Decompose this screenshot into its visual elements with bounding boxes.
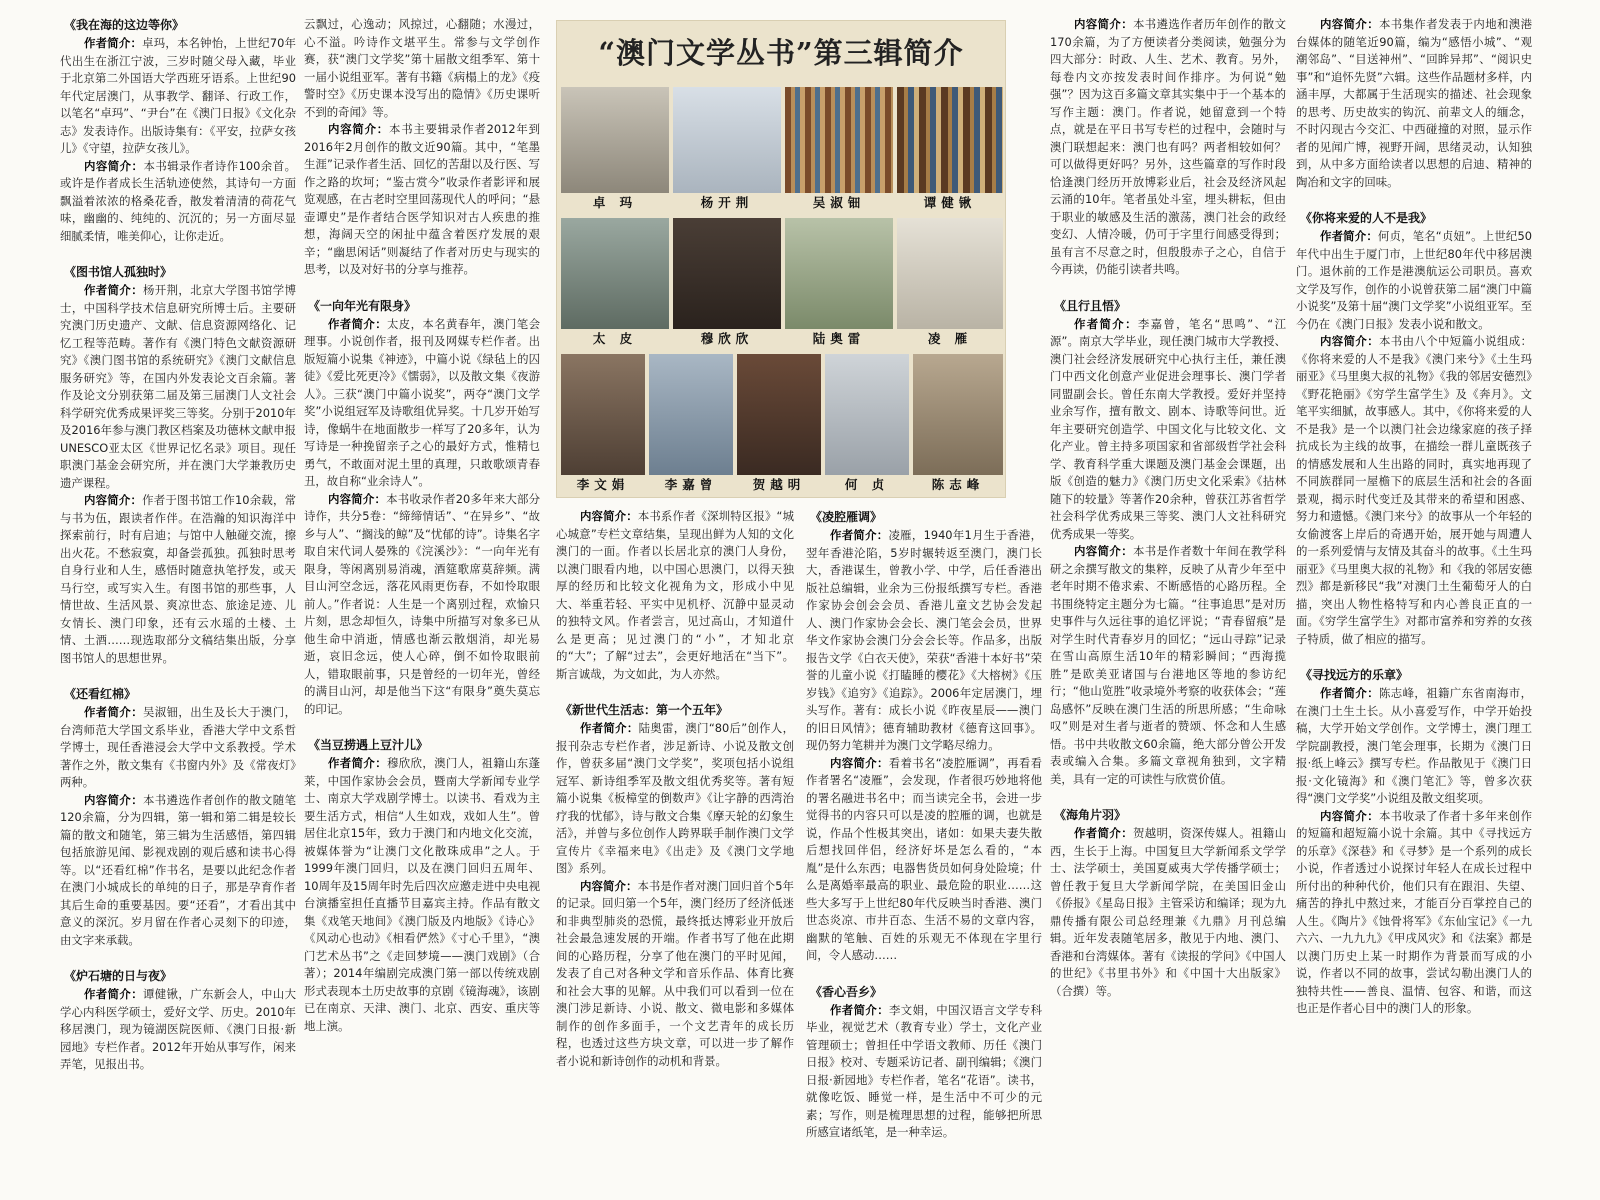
column-4 [806, 508, 1042, 1184]
book-title: 《你将来爱的人不是我》 [1300, 211, 1433, 225]
book-title: 《新世代生活志：第一个五年》 [560, 703, 729, 717]
author-intro: 凌雁，1940年1月生于香港，翌年香港沦陷，5岁时辗转返至澳门，澳门长大，香港谋生，曾教小学、中学，后任香港出版社总编辑，业余为三份报纸撰写专栏。香港作家协会创会会员、香港儿童文艺协会发起人、澳门作家协会会长、澳门笔会会员，世界华文作家协会澳门分会会长等。作品多，出版报告文学《白衣天使》，荣获“香港十本好书”荣誉的儿童小说《打瞌睡的樱花》《大榕树》《压岁钱》《追穷》《追踪》。2006年定居澳门，埋头写作。著有：成长小说《昨夜星辰——澳门的旧日风情》；德育辅助教材《德育这回事》。现仍努力笔耕并为澳门文学略尽绵力。 [806, 528, 1042, 752]
book-entry: 《当豆捞遇上豆汁儿》 作者简介：穆欣欣，澳门人，祖籍山东蓬莱，中国作家协会会员，暨南大学新闻专业学士、南京大学戏剧学博士。以读书、看戏为主要生活方式，相信“人生如戏，戏如人生”。曾居住北京15年，致力于澳门和内地文化交流，被媒体誉为“让澳门文化散珠成串”之人。于1999年澳门回归，以及在澳门回归五周年、10周年及15周年时先后四次应邀走进中央电视台演播室担任直播节目嘉宾主持。作品有散文集《戏笔天地间》《澳门版及内地版》《诗心》《风动心也动》《相看俨然》《寸心千里》，“澳门艺术丛书”之《走回梦境——澳门戏剧》（合著）；2014年编剧完成澳门第一部以传统戏剧形式表现本土历史故事的京剧《镜海魂》，该剧已在南京、天津、澳门、北京、西安、重庆等地上演。 [304, 738, 540, 1033]
author-photo [785, 87, 893, 212]
portrait-image [737, 354, 821, 475]
author-photo [825, 354, 909, 494]
author-intro: 吴淑钿，出生及长大于澳门，台湾师范大学国文系毕业，香港大学中文系哲学博士，现任香港浸会大学中文系教授。学术著作之外，散文集有《书窗内外》及《常夜灯》两种。 [60, 705, 296, 789]
author-intro: 李文娟，中国汉语言文学专科毕业，视觉艺术（教育专业）学士，文化产业管理硕士；曾担任中学语文教师、历任《澳门日报》校对、专题采访记者、副刊编辑；《澳门日报·新园地》专栏作者，笔名“花语”。读书，就像吃饭、睡觉一样，是生活中不可少的元素；写作，则是梳理思想的过程，能够把所思所感宣诸纸笔，是一种幸运。 [806, 1002, 1042, 1139]
content-intro: 本书辑录作者诗作100余首。或许是作者成长生活轨迹使然，其诗句一方面飘溢着浓浓的格桑花香，散发着清清的荷花气味，幽幽的、纯纯的、沉沉的；另一方面尽显细腻柔情，唯美仰心，让你走近。 [60, 158, 296, 243]
author-name: 凌 雁 [927, 331, 973, 346]
content-intro: 本书收录作者20多年来大部分诗作，共分5卷：“缔缔情话”、“在异乡”、“故乡与人”、“搁浅的鲸”及“忧郁的诗”。诗集名字取自宋代词人晏殊的《浣溪沙》：“一向年光有限身，等闲离别易消魂，酒筵歌席莫辞频。满目山河空念远，落花风雨更伤春，不如怜取眼前人。”作者说：人生是一个离别过程，欢愉只片刻，思念却恒久，诗集中所描写对象多已从他生命中消逝，情感也渐云散烟消，却光易逝，哀旧念远，使人心碎，倒不如怜取眼前人，错取眼前事，只是曾经的一切年光，曾经的满目山河，却是他当下这“有限身”奠失莫忘的印记。 [304, 491, 540, 716]
portrait-image [561, 218, 669, 329]
book-entry-continued: 内容简介：本书遴选作者历年创作的散文170余篇，为了方便读者分类阅读，勉强分为四大部分：时政、人生、艺术、教育。另外，每卷内文亦按发表时间作排序。为何说“勉强”？因为这百多篇文章其实集中于一个基本的写作主题：澳门。作者说，她留意到一个特点，就是在平日书写专栏的过程中，会随时与澳门联想起来：澳门也有吗？两者相较如何？可以做得更好吗？另外，这些篇章的写作时段恰逢澳门经历开放博彩业后，社会及经济风起云涌的10年。笔者虽处斗室，埋头耕耘，但由于职业的敏感及生活的激荡，澳门社会的政经变幻、人情冷暖，仍可于字里行间感受得到；虽有言不尽意之时，但殷殷赤子之心，自信于今再读，仍能引读者共鸣。 [1050, 17, 1286, 276]
author-intro: 太皮，本名黄春年，澳门笔会理事。小说创作者，报刊及网媒专栏作者。出版短篇小说集《神迹》，中篇小说《绿毡上的囚徒》《爱比死更冷》《懦弱》，以及散文集《夜游人》。三获“澳门中篇小说奖”，两夺“澳门文学奖”小说组冠军及诗歌组优异奖。十几岁开始写诗，像蜗牛在地面散步一样写了20多年，认为写诗是一种挽留亲子之心的最好方式，惟精乜勇气，不敢面对泥土里的真理，只敢歌颂青春丑，故自称“业余诗人”。 [304, 316, 540, 488]
author-name: 杨开荆 [700, 195, 754, 210]
portrait-image [825, 354, 909, 475]
book-entry: 《凌腔雁调》 作者简介：凌雁，1940年1月生于香港，翌年香港沦陷，5岁时辗转返至澳门，澳门长大，香港谋生，曾教小学、中学，后任香港出版社总编辑，业余为三份报纸撰写专栏。香港作家协会创会会员、香港儿童文艺协会发起人、澳门作家协会会长、澳门笔会会员，世界华文作家协会澳门分会会长等。作品多，出版报告文学《白衣天使》，荣获“香港十本好书”荣誉的儿童小说《打瞌睡的樱花》《大榕树》《压岁钱》《追穷》《追踪》。2006年定居澳门，埋头写作。著有：成长小说《昨夜星辰——澳门的旧日风情》；德育辅助教材《德育这回事》。现仍努力笔耕并为澳门文学略尽绵力。 内容简介：看着书名“凌腔雁调”，再看看作者署名“凌雁”，会发现，作者很巧妙地将他的署名融进书名中；而当读完全书，会进一步觉得书的内容只可以是凌的腔雁的调，也就是说，作品个性极其突出，诸如：如果夫妻失散后想找回伴侣，经济好坏是怎么看的，“本胤”是什么东西；电器售货员如何身处险境；什么是离婚率最高的职业、最危险的职业……这些大多写于上世纪80年代反映当时香港、澳门世态炎凉、市井百态、生活不易的文章内容，幽默的笔触、百姓的乐观无不体现在字里行间，令人感动…… [806, 510, 1042, 962]
author-intro: 陈志峰，祖籍广东省南海市，在澳门土生土长。从小喜爱写作，中学开始投稿，大学开始文学创作。文学博士，澳门理工学院副教授，澳门笔会理事，长期为《澳门日报·纸上峰云》撰写专栏。作品散见于《澳门日报·文化镜海》和《澳门笔汇》等，曾多次获得“澳门文学奖”小说组及散文组奖项。 [1296, 686, 1532, 805]
author-intro: 李嘉曾，笔名“思鸣”、“江源”。南京大学毕业，现任澳门城市大学教授、澳门社会经济发展研究中心执行主任，兼任澳门中西文化创意产业促进会理事长、澳门学者同盟副会长。曾任东南大学教授。爱好并坚持业余写作，擅有散文、剧本、诗歌等问世。近年主要研究创造学、中国文化与比较文化、文化产业。曾主持多项国家和省部级哲学社会科学、教育科学重大课题及澳门基金会课题，出版《创造的魅力》《澳门历史文化采索》《拈林随下的较量》等著作20余种，曾获江苏省哲学社会科学优秀成果三等奖、澳门人文社科研究优秀成果一等奖。 [1050, 316, 1286, 541]
book-title: 《香心吾乡》 [810, 984, 883, 999]
book-title: 《一向年光有限身》 [308, 298, 417, 313]
book-entry: 《寻找远方的乐章》 作者简介：陈志峰，祖籍广东省南海市，在澳门土生土长。从小喜爱写作，中学开始投稿，大学开始文学创作。文学博士，澳门理工学院副教授，澳门笔会理事，长期为《澳门日报·纸上峰云》撰写专栏。作品散见于《澳门日报·文化镜海》和《澳门笔汇》等，曾多次获得“澳门文学奖”小说组及散文组奖项。 内容简介：本书收录了作者十多年来创作的短篇和超短篇小说十余篇。其中《寻找远方的乐章》《深巷》和《寻梦》是一个系列的成长小说，作者透过小说探讨年轻人在成长过程中所付出的种种代价，他们只有在跟泪、失望、痛苦的挣扎中熬过来，才能百分百掌控自己的人生。《陶片》《蚀骨将军》《东仙宝记》《一九六六、一九九九》《甲戌风灾》和《法案》都是以澳门历史上某一时期作为背景而写成的小说，作者以不同的故事，尝试勾勒出澳门人的独特共性——善良、温情、包容、和谐，而这也正是作者心目中的澳门人的形象。 [1296, 668, 1532, 1015]
content-intro: 本书集作者发表于内地和澳港台媒体的随笔近90篇，编为“感悟小城”、“观潮邻岛”、“目送神州”、“回眸异邦”、“阅识史事”和“追怀先贤”六辑。这些作品题材多样，内涵丰厚，大都属于生活现实的描述、社会现象的思考、历史故实的钩沉、前辈文人的缅念，不时闪现古今交汇、中西碰撞的对照，显示作者的见闻广博，视野开阔，思绪灵动，认知独到，从中多方面给读者以思想的启迪、精神的陶冶和文字的回味。 [1296, 17, 1532, 189]
author-name: 李文娟 [576, 477, 630, 492]
column-1 [60, 16, 296, 1184]
book-title: 《寻找远方的乐章》 [1300, 668, 1409, 682]
portrait-image [673, 218, 781, 329]
book-entry: 《且行且悟》 作者简介：李嘉曾，笔名“思鸣”、“江源”。南京大学毕业，现任澳门城市大学教授、澳门社会经济发展研究中心执行主任，兼任澳门中西文化创意产业促进会理事长、澳门学者同盟副会长。曾任东南大学教授。爱好并坚持业余写作，擅有散文、剧本、诗歌等问世。近年主要研究创造学、中国文化与比较文化、文化产业。曾主持多项国家和省部级哲学社会科学、教育科学重大课题及澳门基金会课题，出版《创造的魅力》《澳门历史文化采索》《拈林随下的较量》等著作20余种，曾获江苏省哲学社会科学优秀成果三等奖、澳门人文社科研究优秀成果一等奖。 内容简介：本书是作者数十年间在教学科研之余撰写散文的集粹，反映了从青少年至中老年时期不倦求索、不断感悟的心路历程。全书围绕特定主题分为七篇。“往事追思”是对历史事件与久远往事的追忆评说；“青春留痕”是对学生时代青春岁月的回忆；“远山寻踪”记录在雪山高原生活10年的精彩瞬间；“西海揽胜”是欧美亚诸国与台港地区等地的参访纪行；“他山览胜”收录境外考察的收获体会；“莲岛感怀”反映在澳门生活的所思所感；“生命咏叹”则是对生者与逝者的赞颂、怀念和人生感悟。书中共收散文60余篇，绝大部分曾公开发表或编入合集。多篇文章视角独到，文字精美，具有一定的可读性与欣赏价值。 [1050, 298, 1286, 786]
portrait-image [561, 354, 645, 475]
book-entry: 《一向年光有限身》 作者简介：太皮，本名黄春年，澳门笔会理事。小说创作者，报刊及网媒专栏作者。出版短篇小说集《神迹》，中篇小说《绿毡上的囚徒》《爱比死更冷》《懦弱》，以及散文集《夜游人》。三获“澳门中篇小说奖”，两夺“澳门文学奖”小说组冠军及诗歌组优异奖。十几岁开始写诗，像蜗牛在地面散步一样写了20多年，认为写诗是一种挽留亲子之心的最好方式，惟精乜勇气，不敢面对泥土里的真理，只敢歌颂青春丑，故自称“业余诗人”。 内容简介：本书收录作者20多年来大部分诗作，共分5卷：“缔缔情话”、“在异乡”、“故乡与人”、“搁浅的鲸”及“忧郁的诗”。诗集名字取自宋代词人晏殊的《浣溪沙》：“一向年光有限身，等闲离别易消魂，酒筵歌席莫辞频。满目山河空念远，落花风雨更伤春，不如怜取眼前人。”作者说：人生是一个离别过程，欢愉只片刻，思念却恒久，诗集中所描写对象多已从他生命中消逝，情感也渐云散烟消，却光易逝，哀旧念远，使人心碎，倒不如怜取眼前人，错取眼前事，只是曾经的一切年光，曾经的满目山河，却是他当下这“有限身”奠失莫忘的印记。 [304, 298, 540, 716]
book-entry: 《我在海的这边等你》 作者简介：卓玛，本名钟怡，上世纪70年代出生在浙江宁波，三岁时随父母入藏，毕业于北京第二外国语大学西班牙语系。上世纪90年代定居澳门，从事教学、翻译、行政工作，以笔名“卓玛”、“尹台”在《澳门日报》《文化杂志》发表诗作。出版诗集有：《平安，拉萨女孩儿》《守望，拉萨女孩儿》。 内容简介：本书辑录作者诗作100余首。或许是作者成长生活轨迹使然，其诗句一方面飘溢着浓浓的格桑花香，散发着清清的荷花气味，幽幽的、纯纯的、沉沉的；另一方面尽显细腻柔情，唯美仰心，让你走近。 [60, 18, 296, 243]
book-title: 《炉石塘的日与夜》 [64, 969, 173, 983]
book-entry: 《新世代生活志：第一个五年》 作者简介：陆奥雷，澳门“80后”创作人，报刊杂志专栏作者，涉足新诗、小说及散文创作，曾获多届“澳门文学奖”，奖项包括小说组冠军、新诗组季军及散文组优秀奖等。著有短篇小说集《板樟堂的倒数声》《让字静的西湾治疗我的忧郁》，诗与散文合集《摩天轮的幻象生活》，并曾与多位创作人跨界联手制作澳门文学宣传片《幸福来电》《出走》及《澳门文学地图》系列。 内容简介：本书是作者对澳门回归首个5年的记录。回归第一个5年，澳门经历了经济低迷和非典型肺炎的恐慌，最终抵达博彩业开放后社会最急速发展的开端。作者书写了他在此期间的心路历程，分享了他在澳门的平时见闻，发表了自己对各种文学和音乐作品、体育比赛和社会大事的见解。从中我们可以看到一位在澳门涉足新诗、小说、散文、微电影和多媒体制作的创作多面手，一个文艺青年的成长历程，也透过这些方块文章，可以进一步了解作者小说和新诗创作的动机和背景。 [556, 703, 794, 1068]
author-intro: 何贞，笔名“贞妞”。上世纪50年代中出生于厦门市，上世纪80年代中移居澳门。退休前的工作是港澳航运公司职员。喜欢文学及写作，创作的小说曾获第二届“澳门中篇小说奖”及第十届“澳门文学奖”小说组亚军。至今仍在《澳门日报》发表小说和散文。 [1296, 229, 1532, 331]
column-5 [1050, 16, 1286, 1184]
portrait-image [785, 87, 893, 193]
content-intro: 本书是作者数十年间在教学科研之余撰写散文的集粹，反映了从青少年至中老年时期不倦求索、不断感悟的心路历程。全书围绕特定主题分为七篇。“往事追思”是对历史事件与久远往事的追忆评说；“青春留痕”是对学生时代青春岁月的回忆；“远山寻踪”记录在雪山高原生活10年的精彩瞬间；“西海揽胜”是欧美亚诸国与台港地区等地的参访纪行；“他山览胜”收录境外考察的收获体会；“莲岛感怀”反映在澳门生活的所思所感；“生命咏叹”则是对生者与逝者的赞颂、怀念和人生感悟。书中共收散文60余篇，绝大部分曾公开发表或编入合集。多篇文章视角独到，文字精美，具有一定的可读性与欣赏价值。 [1050, 544, 1286, 786]
book-entry: 《香心吾乡》 作者简介：李文娟，中国汉语言文学专科毕业，视觉艺术（教育专业）学士，文化产业管理硕士；曾担任中学语文教师、历任《澳门日报》校对、专题采访记者、副刊编辑；《澳门日报·新园地》专栏作者，笔名“花语”。读书，就像吃饭、睡觉一样，是生活中不可少的元素；写作，则是梳理思想的过程，能够把所思所感宣诸纸笔，是一种幸运。 [806, 984, 1042, 1139]
author-name: 穆欣欣 [700, 331, 754, 346]
author-photo [673, 218, 781, 348]
content-intro: 本书遴选作者创作的散文随笔120余篇，分为四辑，第一辑和第二辑是较长篇的散文和随笔，第三辑为生活感悟，第四辑包括旅游见闻、影视戏剧的观后感和读书心得等。以“还看红棉”作书名，是要以此纪念作者在澳门小城成长的单纯的日子，那是孕育作者其后生命的重要基因。要“还看”，才看出其中意义的深沉。岁月留在作者心灵刻下的印迹，由文字来承载。 [60, 792, 296, 947]
portrait-image [785, 218, 893, 329]
author-name: 吴淑钿 [812, 195, 866, 210]
column-2 [304, 16, 540, 1184]
content-intro: 本书收录了作者十多年来创作的短篇和超短篇小说十余篇。其中《寻找远方的乐章》《深巷》和《寻梦》是一个系列的成长小说，作者透过小说探讨年轻人在成长过程中所付出的种种代价，他们只有在跟泪、失望、痛苦的挣扎中熬过来，才能百分百掌控自己的人生。《陶片》《蚀骨将军》《东仙宝记》《一九六六、一九九九》《甲戌风灾》和《法案》都是以澳门历史上某一时期作为背景而写成的小说，作者以不同的故事，尝试勾勒出澳门人的独特共性——善良、温情、包容、和谐，而这也正是作者心目中的澳门人的形象。 [1296, 808, 1532, 1015]
content-intro: 本书主要辑录作者2012年到2016年2月创作的散文近90篇。其中，“笔墨生涯”记录作者生活、回忆的苦甜以及行医、写作之路的坎坷；“鉴古赏今”收录作者影评和展览观感，在古老时空里回荡现代人的呼问；“悬壶谭史”是作者结合医学知识对古人疾患的推想，海阔天空的闲扯中蕴含着医疗发展的艰辛；“幽思闲话”则凝结了作者对历史与现实的思考，以及对好书的分享与推荐。 [304, 122, 540, 276]
author-name: 卓 玛 [592, 195, 638, 210]
book-entry-continued: 内容简介：本书集作者发表于内地和澳港台媒体的随笔近90篇，编为“感悟小城”、“观潮邻岛”、“目送神州”、“回眸异邦”、“阅识史事”和“追怀先贤”六辑。这些作品题材多样，内涵丰厚，大都属于生活现实的描述、社会现象的思考、历史故实的钩沉、前辈文人的缅念，不时闪现古今交汇、中西碰撞的对照，显示作者的见闻广博，视野开阔，思绪灵动，认知独到，从中多方面给读者以思想的启迪、精神的陶冶和文字的回味。 [1296, 17, 1532, 189]
author-photo [897, 218, 1003, 348]
content-intro: 看着书名“凌腔雁调”，再看看作者署名“凌雁”，会发现，作者很巧妙地将他的署名融进书名中；而当读完全书，会进一步觉得书的内容只可以是凌的腔雁的调，也就是说，作品个性极其突出，诸如：如果夫妻失散后想找回伴侣，经济好坏是怎么看的，“本胤”是什么东西；电器售货员如何身处险境；什么是离婚率最高的职业、最危险的职业……这些大多写于上世纪80年代反映当时香港、澳门世态炎凉、市井百态、生活不易的文章内容，幽默的笔触、百姓的乐观无不体现在字里行间，令人感动…… [806, 755, 1042, 962]
series-banner [556, 20, 1006, 498]
book-title: 《图书馆人孤独时》 [64, 265, 173, 279]
author-intro: 杨开荆，北京大学图书馆学博士，中国科学技术信息研究所博士后。主要研究澳门历史遗产、文献、信息资源网络化、记忆工程等范畴。著作有《澳门特色文献资源研究》《澳门图书馆的系统研究》《澳门文献信息服务研究》等，在国内外发表论文百余篇。著作及论文分别获第二届及第三届澳门人文社会科学研究优秀成果评奖三等奖。分别于2010年及2016年参与澳门教区档案及功德林文献申报UNESCO亚太区《世界记忆名录》项目。现任职澳门基金会研究所，并在澳门大学兼教历史遗产课程。 [60, 283, 296, 490]
book-entry-continued: 内容简介：本书系作者《深圳特区报》“城心城意”专栏文章结集，呈现出鲜为人知的文化澳门的一面。作者以长居北京的澳门人身份，以澳门眼看内地，以中国心思澳门，以得天独厚的经历和比较文化视角为文，形成小中见大、举重若轻、平实中见机杼、沉静中显灵动的独特文风。作者尝言，见过高山，才知道什么是更高；见过澳门的“小”，才知北京的“大”；了解“过去”，会更好地活在“当下”。斯言诚哉，为文如此，为人亦然。 [556, 509, 794, 681]
author-photo [913, 354, 1003, 494]
author-name: 谭健锹 [923, 195, 977, 210]
author-intro: 贺越明，资深传媒人。祖籍山西，生长于上海。中国复旦大学新闻系文学学士、法学硕士，美国夏威夷大学传播学硕士；曾任教于复旦大学新闻学院，在美国旧金山《侨报》《星岛日报》主管采访和编译；现为九鼎传播有限公司总经理兼《九鼎》月刊总编辑。近年发表随笔居多，散见于内地、澳门、香港和台湾媒体。著有《读报的学问》《中国人的世纪》《书里书外》和《中国十大出版家》（合撰）等。 [1050, 826, 1286, 998]
author-name: 陆奥雷 [812, 331, 866, 346]
portrait-image [897, 87, 1003, 193]
author-photo [561, 354, 645, 494]
book-title: 《凌腔雁调》 [810, 510, 883, 524]
author-name: 何 贞 [844, 477, 890, 492]
portrait-image [673, 87, 781, 193]
author-intro: 穆欣欣，澳门人，祖籍山东蓬莱，中国作家协会会员，暨南大学新闻专业学士、南京大学戏剧学博士。以读书、看戏为主要生活方式，相信“人生如戏，戏如人生”。曾居住北京15年，致力于澳门和内地文化交流，被媒体誉为“让澳门文化散珠成串”之人。于1999年澳门回归，以及在澳门回归五周年、10周年及15周年时先后四次应邀走进中央电视台演播室担任直播节目嘉宾主持。作品有散文集《戏笔天地间》《澳门版及内地版》《诗心》《风动心也动》《相看俨然》《寸心千里》，“澳门艺术丛书”之《走回梦境——澳门戏剧》（合著）；2014年编剧完成澳门第一部以传统戏剧形式表现本土历史故事的京剧《镜海魂》，该剧已在南京、天津、澳门、北京、西安、重庆等地上演。 [304, 756, 540, 1033]
book-title: 《还看红棉》 [64, 687, 137, 701]
book-title: 《当豆捞遇上豆汁儿》 [308, 738, 429, 752]
portrait-image [561, 87, 669, 193]
column-3 [556, 508, 794, 1184]
content-intro: 本书系作者《深圳特区报》“城心城意”专栏文章结集，呈现出鲜为人知的文化澳门的一面。作者以长居北京的澳门人身份，以澳门眼看内地，以中国心思澳门，以得天独厚的经历和比较文化视角为文，形成小中见大、举重若轻、平实中见机杼、沉静中显灵动的独特文风。作者尝言，见过高山，才知道什么是更高；见过澳门的“小”，才知北京的“大”；了解“过去”，会更好地活在“当下”。斯言诚哉，为文如此，为人亦然。 [556, 509, 794, 681]
book-entry: 《还看红棉》 作者简介：吴淑钿，出生及长大于澳门，台湾师范大学国文系毕业，香港大学中文系哲学博士，现任香港浸会大学中文系教授。学术著作之外，散文集有《书窗内外》及《常夜灯》两种。 内容简介：本书遴选作者创作的散文随笔120余篇，分为四辑，第一辑和第二辑是较长篇的散文和随笔，第三辑为生活感悟，第四辑包括旅游见闻、影视戏剧的观后感和读书心得等。以“还看红棉”作书名，是要以此纪念作者在澳门小城成长的单纯的日子，那是孕育作者其后生命的重要基因。要“还看”，才看出其中意义的深沉。岁月留在作者心灵刻下的印迹，由文字来承载。 [60, 687, 296, 947]
book-entry: 《海角片羽》 作者简介：贺越明，资深传媒人。祖籍山西，生长于上海。中国复旦大学新闻系文学学士、法学硕士，美国夏威夷大学传播学硕士；曾任教于复旦大学新闻学院，在美国旧金山《侨报》《星岛日报》主管采访和编译；现为九鼎传播有限公司总经理兼《九鼎》月刊总编辑。近年发表随笔居多，散见于内地、澳门、香港和台湾媒体。著有《读报的学问》《中国人的世纪》《书里书外》和《中国十大出版家》（合撰）等。 [1050, 808, 1286, 998]
author-name: 李嘉曾 [664, 477, 718, 492]
author-intro: 陆奥雷，澳门“80后”创作人，报刊杂志专栏作者，涉足新诗、小说及散文创作，曾获多届“澳门文学奖”，奖项包括小说组冠军、新诗组季军及散文组优秀奖等。著有短篇小说集《板樟堂的倒数声》《让字静的西湾治疗我的忧郁》，诗与散文合集《摩天轮的幻象生活》，并曾与多位创作人跨界联手制作澳门文学宣传片《幸福来电》《出走》及《澳门文学地图》系列。 [556, 721, 794, 875]
book-entry: 《你将来爱的人不是我》 作者简介：何贞，笔名“贞妞”。上世纪50年代中出生于厦门市，上世纪80年代中移居澳门。退休前的工作是港澳航运公司职员。喜欢文学及写作，创作的小说曾获第二届“澳门中篇小说奖”及第十届“澳门文学奖”小说组亚军。至今仍在《澳门日报》发表小说和散文。 内容简介：本书由八个中短篇小说组成：《你将来爱的人不是我》《澳门来兮》《土生玛丽亚》《马里奥大叔的礼物》《我的邻居安德烈》《野花艳丽》《穷学生富学生》及《奔月》。文笔平实细腻，故事感人。其中，《你将来爱的人不是我》是一个以澳门社会边缘家庭的孩子择抗成长为主线的故事，在描绘一群儿童既孩子的情感发展和人生出路的同时，真实地再现了不同族群同一屋檐下的底层生活和社会的各面景观，揭示时代变迁及其带来的希望和困惑、努力和遗憾。《澳门来兮》的故事从一个年轻的女偷渡客上岸后的奇遇开始，展开她与周遭人的一系列爱情与友情及其奋斗的故事。《土生玛丽亚》《马里奥大叔的礼物》和《我的邻居安德烈》都是新移民“我”对澳门土生葡萄牙人的白描，突出人物性格特写和内心善良正直的一面。《穷学生富学生》对都市富养和穷养的女孩子特质，做了相应的描写。 [1296, 211, 1532, 646]
book-entry: 《图书馆人孤独时》 作者简介：杨开荆，北京大学图书馆学博士，中国科学技术信息研究所博士后。主要研究澳门历史遗产、文献、信息资源网络化、记忆工程等范畴。著作有《澳门特色文献资源研究》《澳门图书馆的系统研究》《澳门文献信息服务研究》等，在国内外发表论文百余篇。著作及论文分别获第二届及第三届澳门人文社会科学研究优秀成果评奖三等奖。分别于2010年及2016年参与澳门教区档案及功德林文献申报UNESCO亚太区《世界记忆名录》项目。现任职澳门基金会研究所，并在澳门大学兼教历史遗产课程。 内容简介：作者于图书馆工作10余载，常与书为伍，跟读者作伴。在浩瀚的知识海洋中探索前行，时有启迪；与馆中人触碰交流，擦出火花。不愁寂寞，却备尝孤独。孤独时思考自身行业和人生，感悟时随意执笔抒发，或天马行空，或写实入生。有图书馆的那些事，人情世故、生活风景、爽凉世态、旅途足迹、儿女情长、澳门印象，还有云水瑶的土楼、土情、土酒……现选取部分文稿结集出版，分享图书馆人的思想世界。 [60, 265, 296, 665]
author-photo [785, 218, 893, 348]
author-photo [673, 87, 781, 212]
portrait-image [897, 218, 1003, 329]
author-photo [897, 87, 1003, 212]
author-intro: 云飘过，心逸动；风掠过，心翻随；水漫过，心不溢。吟诗作文堪平生。常参与文学创作赛，获“澳门文学奖”第十届散文组季军、第十一届小说组亚军。著有书籍《病榻上的龙》《疫警时空》《历史课本没写出的隐情》《历史课听不到的奇闻》等。 [304, 17, 540, 119]
author-photo [737, 354, 821, 494]
book-entry-continued: 云飘过，心逸动；风掠过，心翻随；水漫过，心不溢。吟诗作文堪平生。常参与文学创作赛，获“澳门文学奖”第十届散文组季军、第十一届小说组亚军。著有书籍《病榻上的龙》《疫警时空》《历史课本没写出的隐情》《历史课听不到的奇闻》等。 内容简介：本书主要辑录作者2012年到2016年2月创作的散文近90篇。其中，“笔墨生涯”记录作者生活、回忆的苦甜以及行医、写作之路的坎坷；“鉴古赏今”收录作者影评和展览观感，在古老时空里回荡现代人的呼问；“悬壶谭史”是作者结合医学知识对古人疾患的推想，海阔天空的闲扯中蕴含着医疗发展的艰辛；“幽思闲话”则凝结了作者对历史与现实的思考，以及对好书的分享与推荐。 [304, 17, 540, 276]
author-photo [561, 218, 669, 348]
author-intro: 卓玛，本名钟怡，上世纪70年代出生在浙江宁波，三岁时随父母入藏，毕业于北京第二外国语大学西班牙语系。上世纪90年代定居澳门，从事教学、翻译、行政工作，以笔名“卓玛”、“尹台”在《澳门日报》《文化杂志》发表诗作。出版诗集有：《平安，拉萨女孩儿》《守望，拉萨女孩儿》。 [60, 36, 296, 155]
content-intro: 作者于图书馆工作10余载，常与书为伍，跟读者作伴。在浩瀚的知识海洋中探索前行，时有启迪；与馆中人触碰交流，擦出火花。不愁寂寞，却备尝孤独。孤独时思考自身行业和人生，感悟时随意执笔抒发，或天马行空，或写实入生。有图书馆的那些事，人情世故、生活风景、爽凉世态、旅途足迹、儿女情长、澳门印象，还有云水瑶的土楼、土情、土酒……现选取部分文稿结集出版，分享图书馆人的思想世界。 [60, 493, 296, 665]
author-name: 贺越明 [752, 477, 806, 492]
banner-title: “澳门文学丛书”第三辑简介 [598, 36, 964, 70]
book-title: 《海角片羽》 [1054, 808, 1127, 822]
column-6 [1296, 16, 1532, 1184]
book-title: 《我在海的这边等你》 [64, 18, 185, 32]
content-intro: 本书由八个中短篇小说组成：《你将来爱的人不是我》《澳门来兮》《土生玛丽亚》《马里奥大叔的礼物》《我的邻居安德烈》《野花艳丽》《穷学生富学生》及《奔月》。文笔平实细腻，故事感人。其中，《你将来爱的人不是我》是一个以澳门社会边缘家庭的孩子择抗成长为主线的故事，在描绘一群儿童既孩子的情感发展和人生出路的同时，真实地再现了不同族群同一屋檐下的底层生活和社会的各面景观，揭示时代变迁及其带来的希望和困惑、努力和遗憾。《澳门来兮》的故事从一个年轻的女偷渡客上岸后的奇遇开始，展开她与周遭人的一系列爱情与友情及其奋斗的故事。《土生玛丽亚》《马里奥大叔的礼物》和《我的邻居安德烈》都是新移民“我”对澳门土生葡萄牙人的白描，突出人物性格特写和内心善良正直的一面。《穷学生富学生》对都市富养和穷养的女孩子特质，做了相应的描写。 [1296, 334, 1532, 646]
author-photo [649, 354, 733, 494]
author-name: 陈志峰 [931, 477, 985, 492]
content-intro: 本书是作者对澳门回归首个5年的记录。回归第一个5年，澳门经历了经济低迷和非典型肺炎的恐慌，最终抵达博彩业开放后社会最急速发展的开端。作者书写了他在此期间的心路历程，分享了他在澳门的平时见闻，发表了自己对各种文学和音乐作品、体育比赛和社会大事的见解。从中我们可以看到一位在澳门涉足新诗、小说、散文、微电影和多媒体制作的创作多面手，一个文艺青年的成长历程，也透过这些方块文章，可以进一步了解作者小说和新诗创作的动机和背景。 [556, 878, 794, 1068]
content-intro: 本书遴选作者历年创作的散文170余篇，为了方便读者分类阅读，勉强分为四大部分：时政、人生、艺术、教育。另外，每卷内文亦按发表时间作排序。为何说“勉强”？因为这百多篇文章其实集中于一个基本的写作主题：澳门。作者说，她留意到一个特点，就是在平日书写专栏的过程中，会随时与澳门联想起来：澳门也有吗？两者相较如何？可以做得更好吗？另外，这些篇章的写作时段恰逢澳门经历开放博彩业后，社会及经济风起云涌的10年。笔者虽处斗室，埋头耕耘，但由于职业的敏感及生活的激荡，澳门社会的政经变幻、人情冷暖，仍可于字里行间感受得到；虽有言不尽意之时，但殷殷赤子之心，自信于今再读，仍能引读者共鸣。 [1050, 17, 1286, 276]
portrait-image [913, 354, 1003, 475]
book-entry: 《炉石塘的日与夜》 作者简介：谭健锹，广东新会人，中山大学心内科医学硕士，爱好文学、历史。2010年移居澳门，现为镜湖医院医师、《澳门日报·新园地》专栏作者。2012年开始从事写作，闲来弄笔，见报出书。 [60, 969, 296, 1071]
author-intro: 谭健锹，广东新会人，中山大学心内科医学硕士，爱好文学、历史。2010年移居澳门，现为镜湖医院医师、《澳门日报·新园地》专栏作者。2012年开始从事写作，闲来弄笔，见报出书。 [60, 987, 296, 1071]
author-photo [561, 87, 669, 212]
author-name: 太 皮 [592, 331, 638, 346]
book-title: 《且行且悟》 [1054, 298, 1127, 313]
portrait-image [649, 354, 733, 475]
